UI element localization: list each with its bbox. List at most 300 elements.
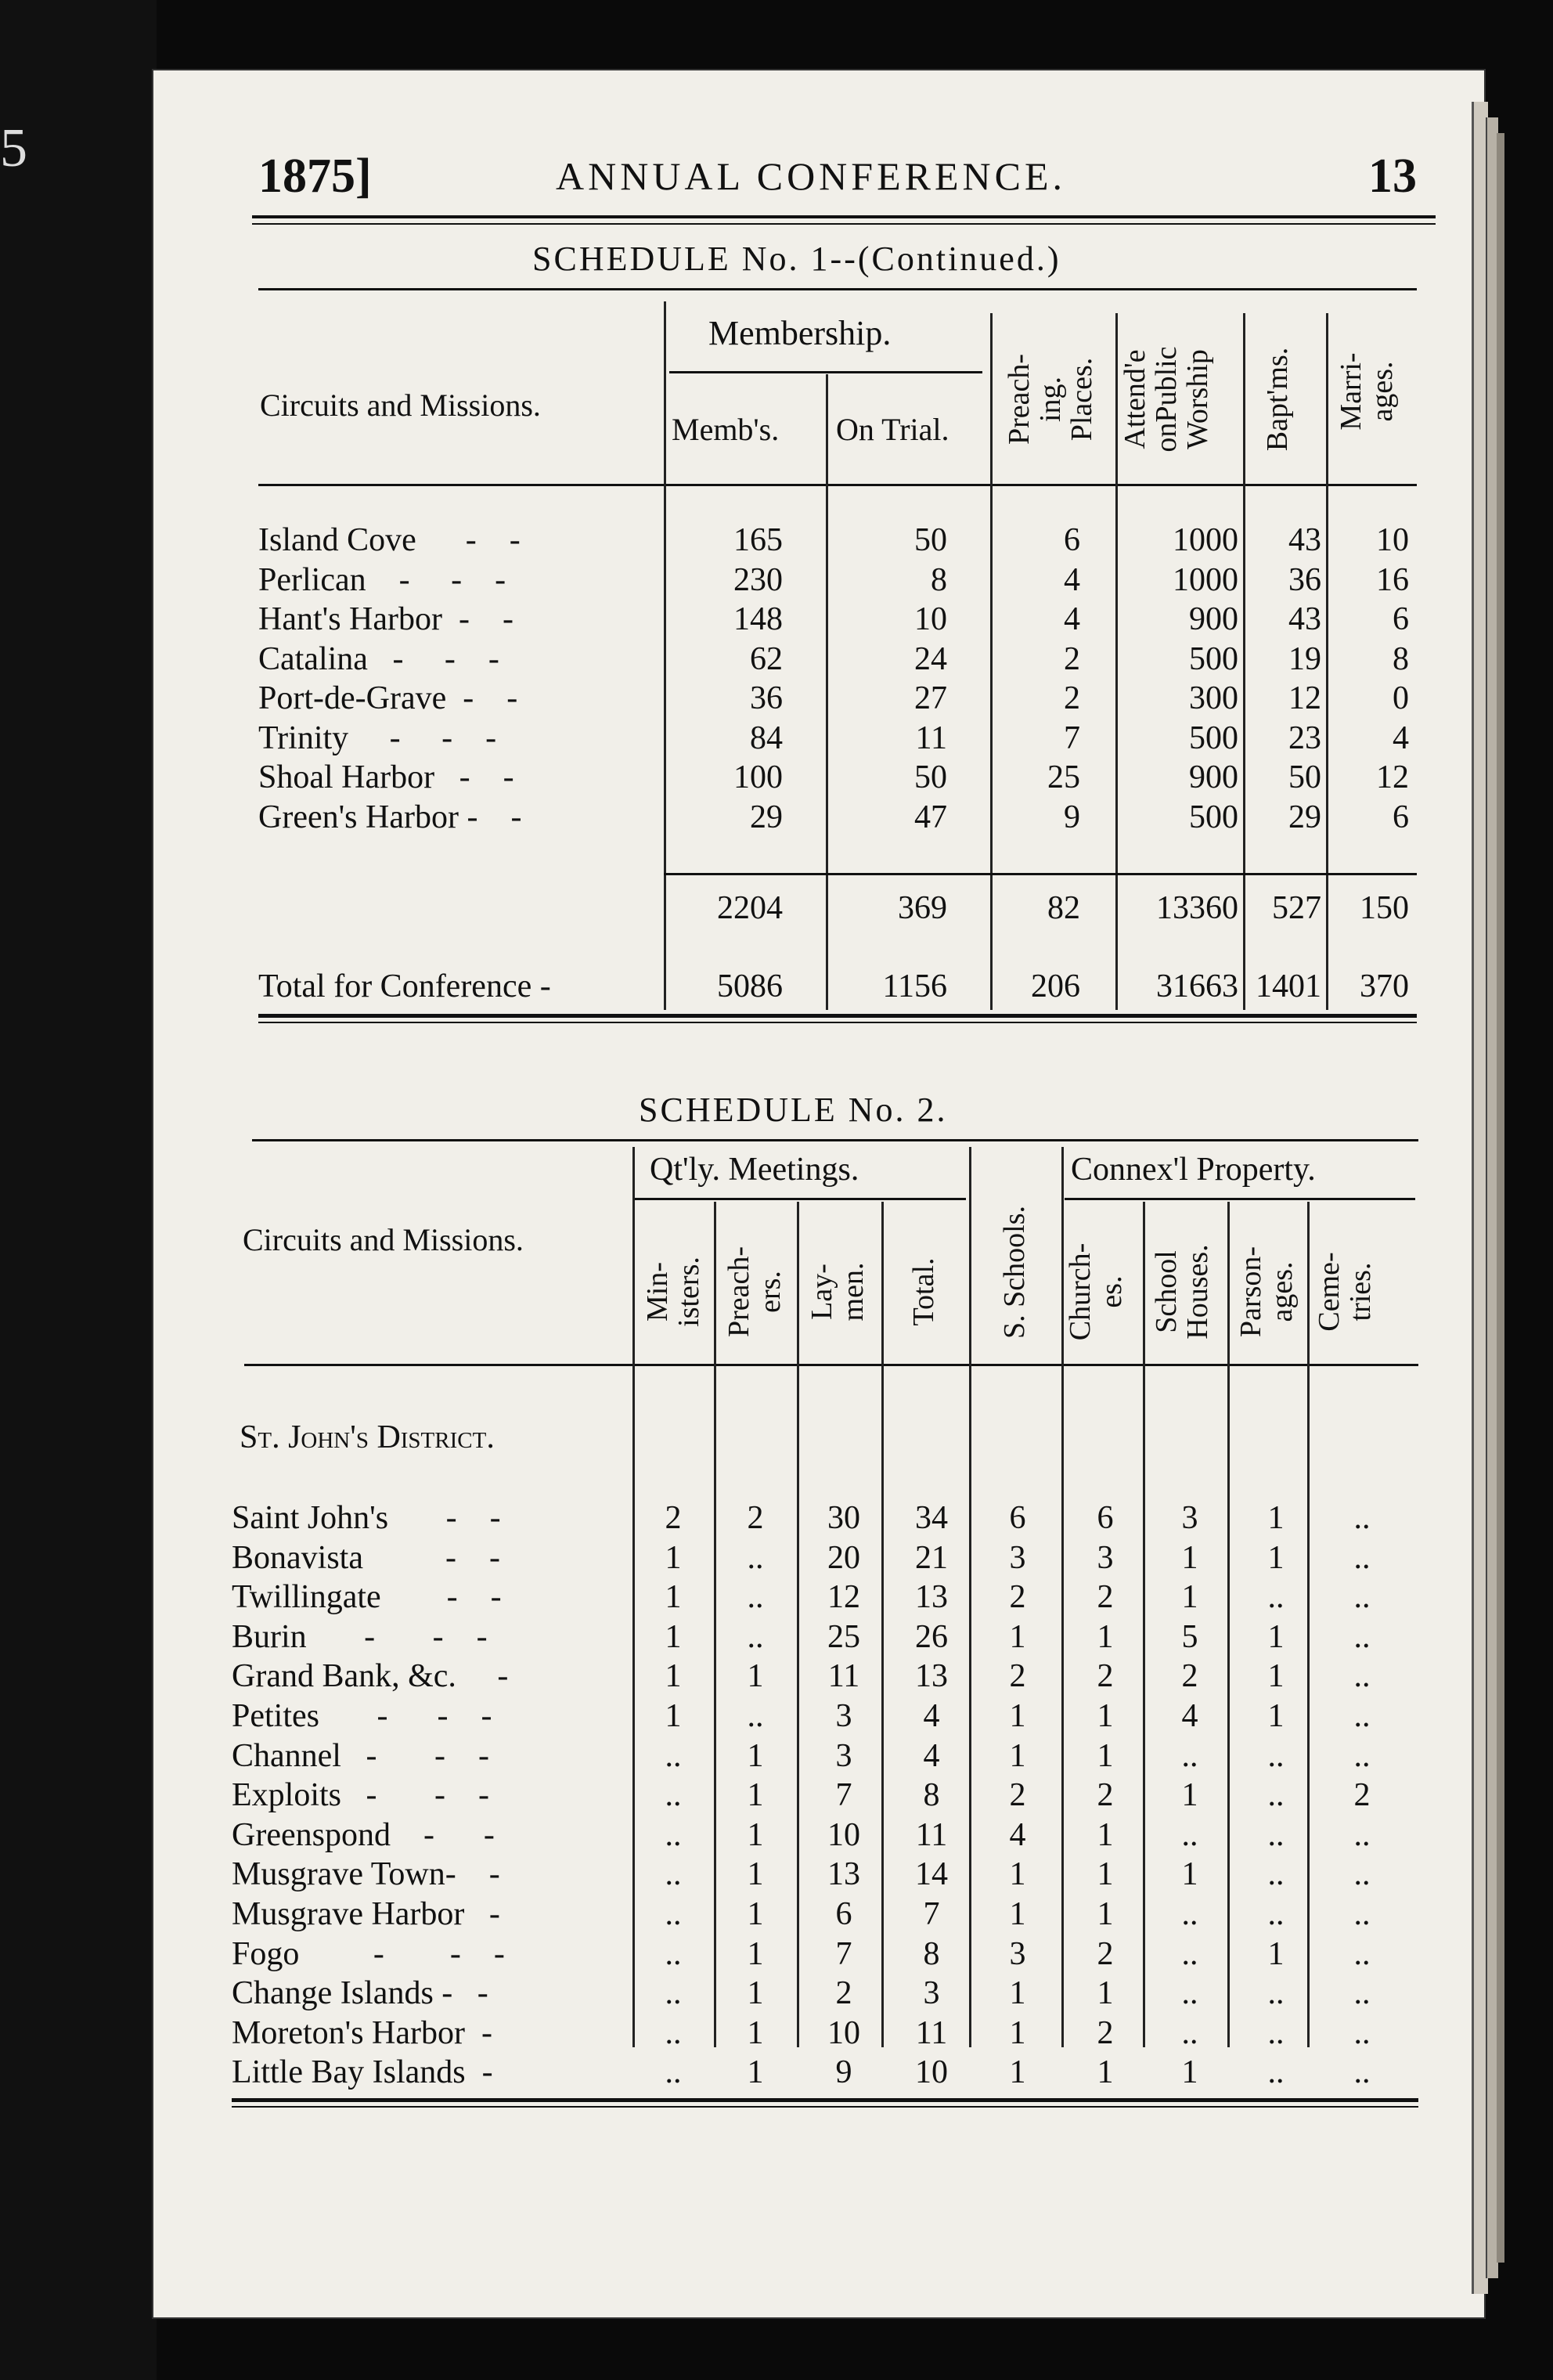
cell-attend: 300 [1189,680,1238,716]
cell-trial: 47 [914,799,947,835]
cell-lay: 12 [827,1579,860,1616]
cell-trial: 1156 [882,968,947,1004]
cell-ch: 6 [1097,1500,1114,1536]
cell-marr: 12 [1376,759,1409,795]
cell-marr: 10 [1376,522,1409,558]
row-header: Circuits and Missions. [260,388,541,423]
col-school-houses [1151,1217,1213,1366]
col-parsonages-line: ages. [1266,1261,1299,1322]
cell-tot: 13 [915,1579,948,1616]
cell-min: 1 [665,1698,682,1734]
cell-cem: 2 [1353,1777,1371,1814]
col-attendance [1119,313,1213,485]
cell-tot: 14 [915,1856,948,1893]
col-laymen [806,1217,869,1366]
cell-lay: 13 [827,1856,860,1893]
cell-tot: 11 [915,1816,948,1853]
cell-marr: 6 [1393,601,1409,637]
cell-tot: 10 [915,2054,948,2091]
circuit-name: Change Islands - - [232,1975,488,2012]
col-preaching-line: ing. [1034,376,1067,423]
col-churches-line: Church- [1064,1242,1097,1341]
circuit-name: Little Bay Islands - [232,2054,493,2091]
cell-bapt: 50 [1288,759,1321,795]
cell-attend: 900 [1189,601,1238,637]
col-churches [1065,1217,1127,1366]
cell-lay: 10 [827,1816,860,1853]
cell-pre: 2 [747,1500,764,1536]
cell-lay: 2 [835,1975,852,2012]
subtotal-rule [664,873,1417,875]
cell-pre: 1 [747,1896,764,1932]
cell-bapt: 36 [1288,561,1321,598]
table-row [232,1736,1418,1776]
cell-sh: .. [1181,1975,1198,2012]
table-row [258,521,1417,560]
col-sunday-schools [999,1174,1030,1370]
schedule1-title: SCHEDULE No. 1--(Continued.) [532,240,1061,278]
membership-group-rule [669,371,982,373]
cell-marr: 370 [1360,968,1409,1004]
circuit-name: Port-de-Grave - - [258,680,518,716]
cell-lay: 30 [827,1500,860,1536]
cell-pre: 1 [747,1856,764,1893]
col-ministers-line: isters. [672,1257,705,1327]
cell-preach: 7 [1064,719,1080,756]
cell-par: 1 [1267,1500,1285,1536]
cell-sh: 1 [1181,2054,1198,2091]
cell-par: .. [1267,1856,1285,1893]
table-row [258,640,1417,679]
cell-sh: 1 [1181,1856,1198,1893]
cell-ch: 2 [1097,2014,1114,2051]
cell-attend: 900 [1189,759,1238,795]
cell-trial: 369 [898,890,947,926]
col-total [908,1217,939,1366]
circuit-name: Musgrave Harbor - [232,1896,500,1932]
row-header: Circuits and Missions. [243,1222,524,1257]
circuit-name: Grand Bank, &c. - [232,1658,509,1695]
cell-cem: .. [1353,2014,1371,2051]
col-laymen-line: men. [837,1262,870,1322]
cell-par: 1 [1267,1935,1285,1972]
cell-lay: 11 [827,1658,860,1695]
cell-tot: 4 [923,1698,940,1734]
cell-sh: 1 [1181,1539,1198,1576]
cell-tot: 26 [915,1618,948,1655]
cell-preach: 9 [1064,799,1080,835]
cell-trial: 50 [914,522,947,558]
circuit-name: Island Cove - - [258,522,521,558]
running-header [258,149,1425,219]
table-row [258,889,1417,928]
cell-sh: .. [1181,1935,1198,1972]
col-preaching-places [1004,321,1097,478]
cell-ss: 2 [1009,1658,1026,1695]
cell-ch: 1 [1097,2054,1114,2091]
cell-trial: 8 [931,561,947,598]
circuit-name: Twillingate - - [232,1579,502,1616]
circuit-name: Channel - - - [232,1737,489,1774]
cell-lay: 9 [835,2054,852,2091]
page-number: 13 [1368,150,1417,203]
cell-membs: 5086 [717,968,783,1004]
table-row [258,600,1417,639]
col-preachers [723,1217,786,1366]
cell-membs: 36 [750,680,783,716]
district-heading: St. John's District. [240,1419,495,1455]
cell-ch: 1 [1097,1698,1114,1734]
table-row [258,679,1417,718]
cell-sh: 1 [1181,1579,1198,1616]
cell-min: 1 [665,1618,682,1655]
col-preaching-line: Preach- [1003,353,1036,445]
cell-membs: 62 [750,640,783,677]
cell-tot: 13 [915,1658,948,1695]
cell-min: .. [665,2014,682,2051]
cell-membs: 100 [733,759,783,795]
cell-cem: .. [1353,1856,1371,1893]
cell-sh: .. [1181,1816,1198,1853]
col-ministers-line: Min- [641,1262,674,1322]
col-attendance-line: Worship [1181,349,1214,449]
cell-par: 1 [1267,1539,1285,1576]
cell-ch: 2 [1097,1579,1114,1616]
col-marriages [1335,313,1398,470]
table-row [232,1816,1418,1855]
cell-attend: 500 [1189,799,1238,835]
schedule1-bottom-rule [258,1022,1417,1023]
cell-ch: 1 [1097,1975,1114,2012]
cell-membs: 2204 [717,890,783,926]
col-schoolhouses-line: Houses. [1181,1244,1214,1340]
cell-ss: 3 [1009,1539,1026,1576]
circuit-name: Fogo - - - [232,1935,505,1972]
col-schoolhouses-line: School [1150,1250,1183,1333]
cell-preach: 206 [1031,968,1080,1004]
cell-tot: 4 [923,1737,940,1774]
cell-min: .. [665,1777,682,1814]
adjacent-page-fragment: 5 [0,118,27,178]
cell-ss: 2 [1009,1579,1026,1616]
cell-cem: .. [1353,1618,1371,1655]
schedule1-bottom-rule [258,1014,1417,1018]
cell-pre: 1 [747,1737,764,1774]
cell-pre: 1 [747,1816,764,1853]
cell-min: .. [665,1737,682,1774]
cell-cem: .. [1353,1935,1371,1972]
cell-bapt: 12 [1288,680,1321,716]
cell-par: 1 [1267,1658,1285,1695]
cell-ss: 1 [1009,1896,1026,1932]
cell-cem: .. [1353,1896,1371,1932]
col-baptisms-line: Bapt'ms. [1261,347,1294,452]
cell-sh: .. [1181,1737,1198,1774]
schedule2-bottom-rule [232,2106,1418,2108]
cell-bapt: 43 [1288,522,1321,558]
table-row [258,758,1417,797]
cell-sh: 3 [1181,1500,1198,1536]
cell-marr: 6 [1393,799,1409,835]
table-row [232,1657,1418,1696]
cell-tot: 7 [923,1896,940,1932]
cell-par: .. [1267,2014,1285,2051]
table-row [232,1578,1418,1617]
cell-min: .. [665,2054,682,2091]
table-row [258,967,1417,1006]
table-row [232,1498,1418,1538]
cell-min: 2 [665,1500,682,1536]
cell-pre: 1 [747,2054,764,2091]
cell-tot: 34 [915,1500,948,1536]
cell-ch: 1 [1097,1737,1114,1774]
cell-cem: .. [1353,1579,1371,1616]
table-row [232,1538,1418,1578]
circuit-name: Exploits - - - [232,1777,489,1814]
circuit-name: Musgrave Town- - [232,1856,500,1893]
table-row [232,2053,1418,2092]
cell-ch: 3 [1097,1539,1114,1576]
col-ministers [642,1217,704,1366]
col-parsonages-line: Parson- [1234,1246,1267,1338]
table-row [258,798,1417,837]
cell-cem: .. [1353,1975,1371,2012]
cell-sh: 4 [1181,1698,1198,1734]
table-row [232,1617,1418,1657]
cell-par: .. [1267,1737,1285,1774]
cell-min: .. [665,1975,682,2012]
cell-marr: 4 [1393,719,1409,756]
header-rule [252,223,1436,225]
circuit-name: Petites - - - [232,1698,492,1734]
header-title: ANNUAL CONFERENCE. [556,154,1067,198]
cell-min: .. [665,1856,682,1893]
col-sschools-line: S. Schools. [998,1206,1031,1339]
cell-cem: .. [1353,1816,1371,1853]
cell-ss: 1 [1009,1856,1026,1893]
cell-min: 1 [665,1579,682,1616]
cell-trial: 10 [914,601,947,637]
membership-group-header: Membership. [708,314,892,352]
cell-lay: 7 [835,1935,852,1972]
cell-attend: 13360 [1156,890,1238,926]
table-row [232,1776,1418,1815]
cell-attend: 500 [1189,719,1238,756]
col-preachers-line: ers. [754,1271,787,1313]
col-marriages-line: ages. [1366,361,1399,422]
circuit-name: Burin - - - [232,1618,488,1655]
cell-lay: 25 [827,1618,860,1655]
cell-pre: .. [747,1539,764,1576]
schedule2-title: SCHEDULE No. 2. [639,1091,948,1129]
cell-sh: 5 [1181,1618,1198,1655]
cell-par: .. [1267,1579,1285,1616]
cell-tot: 3 [923,1975,940,2012]
cell-tot: 8 [923,1935,940,1972]
table-row [232,1895,1418,1934]
cell-pre: 1 [747,1935,764,1972]
cell-pre: .. [747,1698,764,1734]
col-attendance-line: Attend'e [1119,349,1151,449]
table-row [232,1855,1418,1894]
schedule2-bottom-rule [232,2098,1418,2102]
cell-ss: 2 [1009,1777,1026,1814]
cell-ch: 2 [1097,1658,1114,1695]
circuit-name: Perlican - - - [258,561,506,598]
cell-ch: 2 [1097,1935,1114,1972]
cell-par: .. [1267,1816,1285,1853]
page-edge [1497,133,1504,2263]
property-group-rule [1065,1198,1415,1200]
cell-preach: 2 [1064,680,1080,716]
cell-tot: 21 [915,1539,948,1576]
cell-ss: 1 [1009,1618,1026,1655]
cell-ch: 2 [1097,1777,1114,1814]
cell-membs: 148 [733,601,783,637]
cell-cem: .. [1353,1658,1371,1695]
cell-ch: 1 [1097,1856,1114,1893]
table-row [232,2014,1418,2053]
cell-ch: 1 [1097,1896,1114,1932]
cell-trial: 50 [914,759,947,795]
cell-cem: .. [1353,1737,1371,1774]
cell-ch: 1 [1097,1618,1114,1655]
cell-cem: .. [1353,1500,1371,1536]
cell-bapt: 19 [1288,640,1321,677]
cell-membs: 29 [750,799,783,835]
cell-min: .. [665,1935,682,1972]
col-baptisms [1262,321,1293,478]
header-bottom-rule [244,1364,1418,1366]
cell-pre: 1 [747,1777,764,1814]
cell-pre: .. [747,1579,764,1616]
cell-lay: 7 [835,1777,852,1814]
circuit-name: Greenspond - - [232,1816,495,1853]
scan-left-margin [0,0,157,2380]
cell-sh: 1 [1181,1777,1198,1814]
table-row [232,1935,1418,1974]
circuit-name: Saint John's - - [232,1500,501,1536]
cell-par: .. [1267,1975,1285,2012]
cell-preach: 4 [1064,601,1080,637]
cell-tot: 11 [915,2014,948,2051]
cell-par: .. [1267,1896,1285,1932]
circuit-name: Total for Conference - [258,968,551,1004]
cell-sh: .. [1181,2014,1198,2051]
circuit-name: Hant's Harbor - - [258,601,513,637]
meetings-group-header: Qt'ly. Meetings. [650,1152,859,1188]
cell-ss: 1 [1009,1975,1026,2012]
cell-ss: 1 [1009,1698,1026,1734]
cell-ss: 3 [1009,1935,1026,1972]
col-marriages-line: Marri- [1335,352,1367,431]
cell-ss: 1 [1009,2014,1026,2051]
cell-membs: 84 [750,719,783,756]
circuit-name: Catalina - - - [258,640,499,677]
cell-cem: .. [1353,2054,1371,2091]
cell-trial: 11 [915,719,947,756]
cell-sh: .. [1181,1896,1198,1932]
col-cemeteries-line: tries. [1344,1262,1377,1322]
cell-ss: 6 [1009,1500,1026,1536]
cell-sh: 2 [1181,1658,1198,1695]
cell-ss: 1 [1009,2054,1026,2091]
cell-trial: 27 [914,680,947,716]
cell-min: 1 [665,1539,682,1576]
cell-lay: 3 [835,1737,852,1774]
cell-attend: 500 [1189,640,1238,677]
cell-par: .. [1267,2054,1285,2091]
cell-pre: 1 [747,1975,764,2012]
col-preachers-line: Preach- [722,1246,755,1338]
circuit-name: Bonavista - - [232,1539,500,1576]
cell-marr: 8 [1393,640,1409,677]
cell-trial: 24 [914,640,947,677]
cell-lay: 20 [827,1539,860,1576]
cell-min: .. [665,1816,682,1853]
cell-marr: 0 [1393,680,1409,716]
header-year: 1875] [258,150,372,203]
cell-pre: 1 [747,2014,764,2051]
header-rule [252,215,1436,218]
circuit-name: Trinity - - - [258,719,497,756]
cell-attend: 31663 [1156,968,1238,1004]
cell-par: 1 [1267,1618,1285,1655]
circuit-name: Green's Harbor - - [258,799,522,835]
col-on-trial: On Trial. [836,412,949,447]
table-rule [258,288,1417,290]
circuit-name: Shoal Harbor - - [258,759,514,795]
cell-pre: .. [747,1618,764,1655]
cell-min: 1 [665,1658,682,1695]
property-group-header: Connex'l Property. [1071,1152,1316,1188]
col-laymen-line: Lay- [805,1264,838,1320]
cell-preach: 2 [1064,640,1080,677]
col-parsonages [1235,1217,1298,1366]
cell-bapt: 29 [1288,799,1321,835]
cell-cem: .. [1353,1539,1371,1576]
cell-ss: 1 [1009,1737,1026,1774]
cell-par: 1 [1267,1698,1285,1734]
col-membs: Memb's. [672,412,780,447]
cell-bapt: 1401 [1256,968,1321,1004]
table-row [258,561,1417,600]
cell-attend: 1000 [1173,561,1238,598]
cell-bapt: 23 [1288,719,1321,756]
cell-attend: 1000 [1173,522,1238,558]
table-rule [252,1139,1418,1141]
cell-par: .. [1267,1777,1285,1814]
cell-membs: 230 [733,561,783,598]
cell-lay: 10 [827,2014,860,2051]
cell-min: .. [665,1896,682,1932]
col-cemeteries [1313,1217,1376,1366]
cell-ch: 1 [1097,1816,1114,1853]
col-cemeteries-line: Ceme- [1313,1252,1346,1332]
cell-cem: .. [1353,1698,1371,1734]
cell-bapt: 527 [1272,890,1321,926]
cell-marr: 150 [1360,890,1409,926]
cell-preach: 82 [1047,890,1080,926]
table-row [232,1974,1418,2013]
cell-preach: 25 [1047,759,1080,795]
cell-marr: 16 [1376,561,1409,598]
cell-lay: 6 [835,1896,852,1932]
col-churches-line: es. [1095,1275,1128,1308]
cell-preach: 6 [1064,522,1080,558]
cell-preach: 4 [1064,561,1080,598]
col-preaching-line: Places. [1065,357,1098,442]
